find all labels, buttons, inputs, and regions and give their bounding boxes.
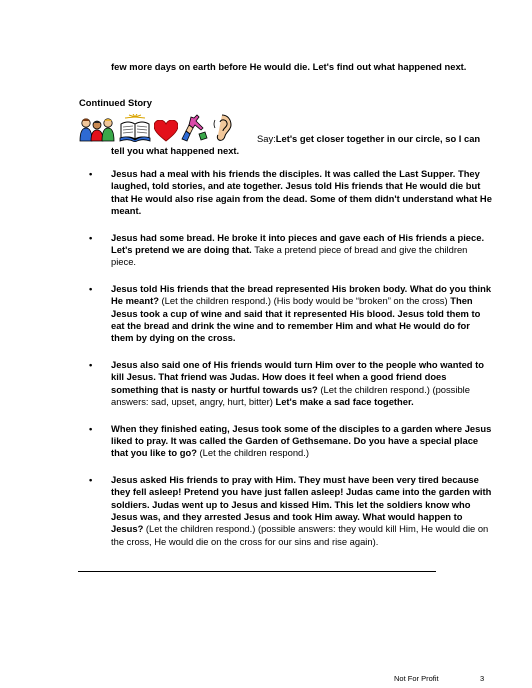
- bullet-text-segment: Let's make a sad face together.: [275, 396, 414, 408]
- story-bullet-list: [88, 168, 493, 548]
- story-bullet: [88, 474, 493, 548]
- bullet-text-segment: Jesus also said one of His friends would turn Him over to the people who wanted to kill Jesus. That friend was Judas. How does it feel when a good friend does something that is nasty or hurtful towards us?: [111, 358, 484, 395]
- story-bullet: [88, 359, 493, 409]
- section-heading: Continued Story: [79, 97, 152, 108]
- bullet-text-segment: (Let the children respond.) (possible answers: they would kill Him, He would die on the cross, He would die on the cross for our sins and rise again).: [111, 523, 489, 547]
- page-number: 3: [480, 674, 485, 683]
- footer-note: Not For Profit: [394, 674, 439, 683]
- bullet-text-segment: (Let the children respond.) (His body would be “broken” on the cross): [158, 295, 451, 307]
- story-bullet: [88, 283, 493, 345]
- bullet-marker: •: [89, 358, 93, 370]
- bullet-text-segment: Jesus told His friends that the bread represented His broken body. What do you think He meant?: [111, 282, 492, 307]
- bullet-text-segment: When they finished eating, Jesus took some of the disciples to a garden where Jesus liked to pray. It was called the Garden of Gethsemane. Do you have a special place that you like to go?: [111, 422, 492, 459]
- intro-paragraph: few more days on earth before He would die. Let's find out what happened next.: [111, 61, 467, 72]
- bullet-marker: •: [89, 231, 93, 243]
- horizontal-rule: [78, 571, 436, 572]
- bullet-text-segment: Then Jesus took a cup of wine and said that it represented His blood. Jesus told them to eat the bread and drink the wine and to remember Him and what He would do for them by dying on the cross.: [111, 295, 481, 344]
- story-bullet: [88, 423, 493, 460]
- story-bullet: [88, 168, 493, 218]
- say-label: Say:: [257, 133, 276, 144]
- bullet-text-segment: (Let the children respond.) (possible answers: sad, upset, angry, hurt, bitter): [111, 383, 470, 408]
- bullet-text-segment: Jesus had a meal with his friends the disciples. It was called the Last Supper. They laughed, told stories, and ate together. Jesus told His friends that He would die but that He would also rise again from the dead. Some of them didn't understand what He meant.: [111, 168, 492, 217]
- bullet-text-segment: (Let the children respond.): [196, 447, 309, 459]
- bullet-text-segment: Take a pretend piece of bread and give the children piece.: [111, 244, 468, 268]
- bullet-marker: •: [89, 282, 93, 294]
- say-instruction: [111, 133, 496, 158]
- bullet-text-segment: Jesus asked His friends to pray with Him. They must have been very tired because they fell asleep! Pretend you have just fallen asleep! Judas came into the garden with soldiers. Judas went up to Jesus and kissed Him. This let the soldiers know who Jesus was, and they arrested Jesus and took Him away. What would happen to Jesus?: [111, 473, 492, 535]
- story-bullet: [88, 232, 493, 269]
- bullet-text-segment: Jesus had some bread. He broke it into pieces and gave each of His friends a piece. Let's pretend we are doing that.: [111, 231, 485, 256]
- bullet-marker: •: [89, 473, 93, 485]
- bullet-marker: •: [89, 422, 93, 434]
- say-text: Let's get closer together in our circle, so I can tell you what happened next.: [111, 133, 481, 157]
- bullet-marker: •: [89, 168, 93, 179]
